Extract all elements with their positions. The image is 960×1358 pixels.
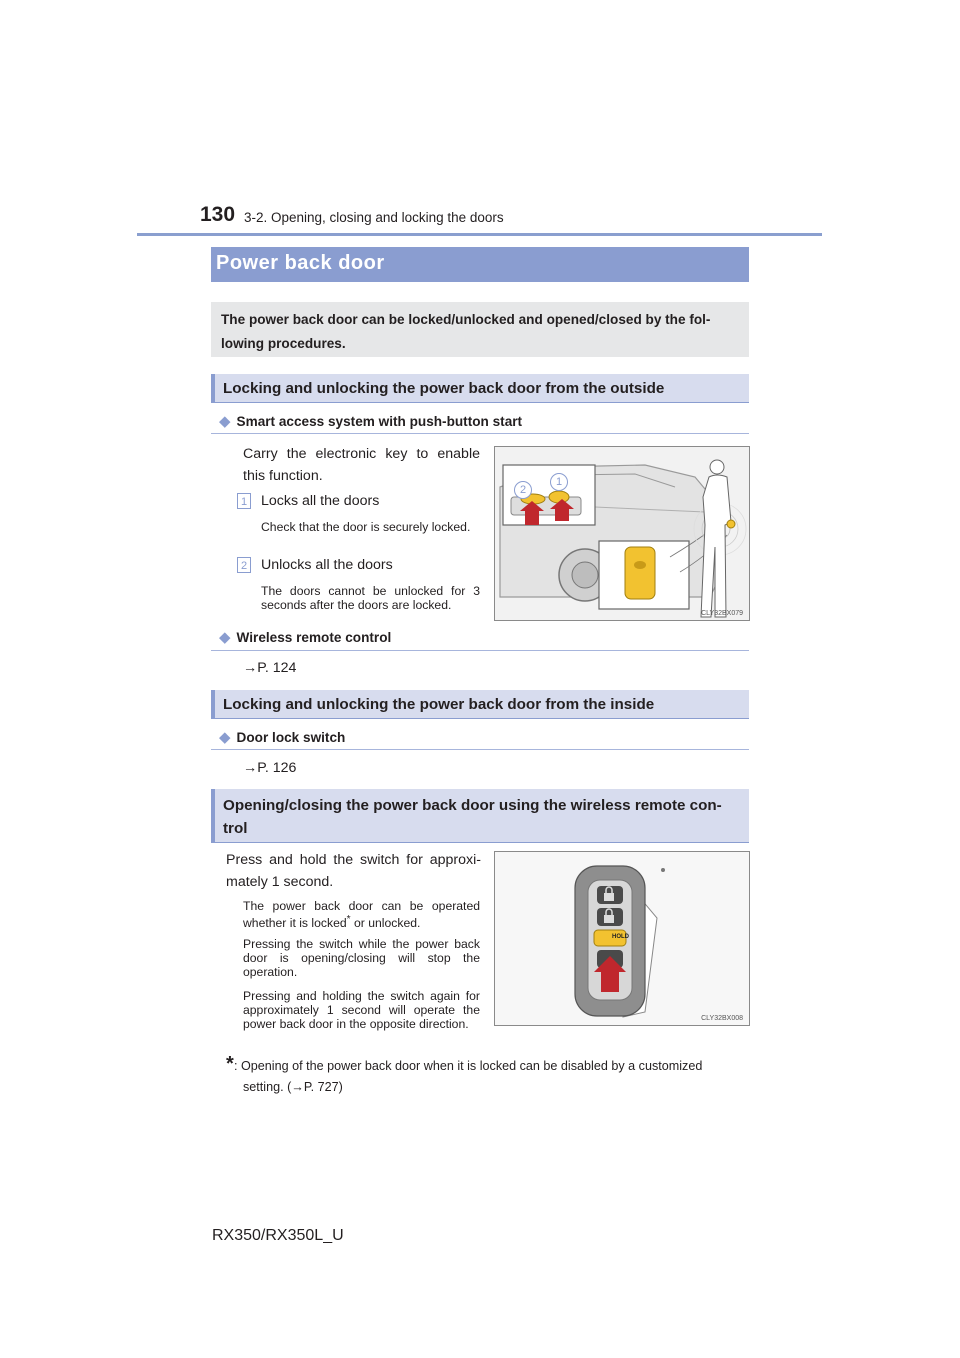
back-door-illustration bbox=[494, 446, 750, 621]
remote-key-illustration bbox=[494, 851, 750, 1026]
step-number-2: 2 bbox=[237, 557, 251, 573]
asterisk-mark: * bbox=[346, 914, 351, 925]
subheading-rule bbox=[211, 749, 749, 750]
figure-code: CLY32BX079 bbox=[701, 610, 743, 617]
remote-note-1: The power back door can be operated whether it is locked* or unlocked. bbox=[243, 899, 480, 931]
remote-note-3: Pressing and holding the switch again for approximately 1 second will operate the power back door in the opposite direction. bbox=[243, 989, 480, 1031]
diamond-icon: ◆ bbox=[219, 413, 231, 430]
step-label-lock: Locks all the doors bbox=[261, 493, 380, 509]
intro-box bbox=[211, 302, 749, 357]
intro-text: The power back door can be locked/unlocked and opened/closed by the fol-lowing procedures. bbox=[221, 312, 711, 351]
remote-instruction-text: Press and hold the switch for approxi-mately 1 second. bbox=[226, 852, 481, 890]
figure-callout-1: 1 bbox=[550, 473, 568, 491]
subheading-rule bbox=[211, 650, 749, 651]
subheading-rule bbox=[211, 433, 749, 434]
section-heading-inside: Locking and unlocking the power back door from the inside bbox=[211, 690, 749, 719]
footnote-text: : Opening of the power back door when it is locked can be disabled by a customized bbox=[234, 1059, 703, 1073]
footnote-asterisk: * bbox=[226, 1053, 234, 1075]
subheading-door-lock-switch: ◆ Door lock switch bbox=[219, 729, 346, 746]
page-title-bar bbox=[211, 247, 749, 282]
step-label-unlock: Unlocks all the doors bbox=[261, 557, 393, 573]
step-note-unlock: The doors cannot be unlocked for 3 seconds after the doors are locked. bbox=[261, 584, 480, 612]
step-note-lock: Check that the door is securely locked. bbox=[261, 520, 471, 534]
chapter-header: 3-2. Opening, closing and locking the doors bbox=[244, 210, 504, 225]
section-heading-wireless-remote: Opening/closing the power back door using the wireless remote con-trol bbox=[211, 789, 749, 843]
smart-access-text: Carry the electronic key to enable this function. bbox=[243, 446, 480, 484]
subheading-wireless-remote: ◆ Wireless remote control bbox=[219, 629, 392, 646]
hold-button-label: HOLD bbox=[612, 934, 629, 940]
car-rear-illustration bbox=[495, 447, 749, 620]
model-footer: RX350/RX350L_U bbox=[212, 1227, 344, 1244]
page-reference-126[interactable]: →P. 126 bbox=[243, 760, 297, 776]
page-reference-124[interactable]: →P. 124 bbox=[243, 660, 297, 676]
page-title: Power back door bbox=[216, 252, 385, 274]
diamond-icon: ◆ bbox=[219, 729, 231, 746]
footnote-reference: setting. (→P. 727) bbox=[243, 1080, 343, 1094]
remote-note-2: Pressing the switch while the power back door is opening/closing will stop the operation. bbox=[243, 937, 480, 979]
page-number: 130 bbox=[200, 203, 236, 226]
figure-code: CLY32BX008 bbox=[701, 1015, 743, 1022]
subheading-smart-access: ◆ Smart access system with push-button start bbox=[219, 413, 523, 430]
step-number-1: 1 bbox=[237, 493, 251, 509]
header-rule bbox=[137, 233, 822, 236]
figure-callout-2: 2 bbox=[514, 481, 532, 499]
diamond-icon: ◆ bbox=[219, 629, 231, 646]
section-heading-outside: Locking and unlocking the power back door from the outside bbox=[211, 374, 749, 403]
